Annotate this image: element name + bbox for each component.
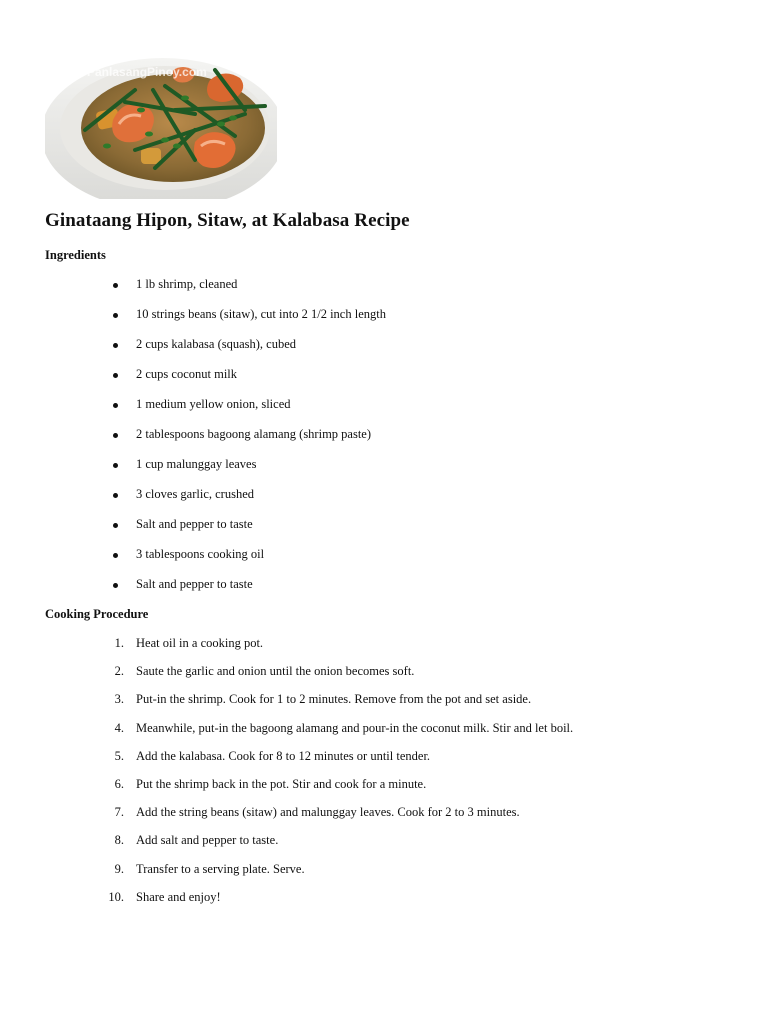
ingredient-text: 1 lb shrimp, cleaned: [136, 277, 238, 291]
ingredients-heading: Ingredients: [45, 248, 106, 262]
ingredient-item: [0, 427, 386, 457]
step-number: 1.: [114, 636, 124, 650]
ingredient-text: 1 medium yellow onion, sliced: [136, 397, 291, 411]
step-number: 3.: [114, 692, 124, 707]
ingredient-item: [0, 547, 386, 577]
procedure-step: [0, 721, 573, 749]
procedure-step: [0, 777, 573, 805]
ingredients-list: [0, 277, 386, 607]
procedure-step: [0, 664, 573, 692]
ingredient-text: Salt and pepper to taste: [136, 517, 253, 531]
step-text: Add salt and pepper to taste.: [136, 833, 279, 848]
procedure-step: [0, 692, 573, 720]
procedure-heading: Cooking Procedure: [45, 607, 149, 621]
bullet-icon: [113, 313, 118, 318]
ingredient-item: [0, 487, 386, 517]
ingredient-item: [0, 337, 386, 367]
svg-text:PanlasangPinoy.com: PanlasangPinoy.com: [87, 65, 207, 79]
procedure-list: [0, 636, 573, 918]
step-text: Add the string beans (sitaw) and malunggay leaves. Cook for 2 to 3 minutes.: [136, 805, 520, 820]
step-text: Saute the garlic and onion until the onion becomes soft.: [136, 664, 415, 679]
bullet-icon: [113, 343, 118, 348]
ingredient-text: 2 cups kalabasa (squash), cubed: [136, 337, 297, 351]
step-text: Transfer to a serving plate. Serve.: [136, 861, 305, 876]
ingredient-text: 2 cups coconut milk: [136, 367, 238, 381]
recipe-photo: [45, 50, 277, 199]
step-number: 8.: [114, 833, 124, 848]
bullet-icon: [113, 583, 118, 588]
ingredient-item: [0, 397, 386, 427]
ingredient-text: 10 strings beans (sitaw), cut into 2 1/2 inch length: [136, 307, 386, 321]
ingredient-item: [0, 367, 386, 397]
ingredient-text: 1 cup malunggay leaves: [136, 457, 257, 471]
step-number: 9.: [114, 861, 124, 876]
ingredient-text: 2 tablespoons bagoong alamang (shrimp paste): [136, 427, 372, 441]
step-number: 2.: [114, 664, 124, 679]
step-number: 6.: [114, 776, 124, 791]
step-text: Meanwhile, put-in the bagoong alamang and pour-in the coconut milk. Stir and let boil.: [136, 720, 574, 735]
bullet-icon: [113, 433, 118, 438]
procedure-step: [0, 862, 573, 890]
procedure-step: [0, 833, 573, 861]
ingredient-item: [0, 577, 386, 607]
procedure-step: [0, 749, 573, 777]
ingredient-text: 3 cloves garlic, crushed: [136, 487, 255, 501]
recipe-title: Ginataang Hipon, Sitaw, at Kalabasa Recipe: [45, 210, 410, 231]
ingredient-text: 3 tablespoons cooking oil: [136, 547, 265, 561]
ingredient-item: [0, 277, 386, 307]
bullet-icon: [113, 463, 118, 468]
procedure-step: [0, 890, 573, 918]
bullet-icon: [113, 403, 118, 408]
step-number: 10.: [108, 889, 124, 904]
bullet-icon: [113, 493, 118, 498]
ingredient-item: [0, 307, 386, 337]
ingredient-item: [0, 517, 386, 547]
step-text: Add the kalabasa. Cook for 8 to 12 minutes or until tender.: [136, 748, 431, 763]
step-text: Put the shrimp back in the pot. Stir and cook for a minute.: [136, 776, 427, 791]
step-text: Share and enjoy!: [136, 889, 221, 904]
bullet-icon: [113, 553, 118, 558]
bullet-icon: [113, 523, 118, 528]
step-text: Put-in the shrimp. Cook for 1 to 2 minutes. Remove from the pot and set aside.: [136, 692, 532, 707]
bullet-icon: [113, 283, 118, 288]
step-text: Heat oil in a cooking pot.: [136, 636, 264, 650]
ingredient-item: [0, 457, 386, 487]
procedure-step: [0, 636, 573, 664]
step-number: 5.: [114, 748, 124, 763]
ingredient-text: Salt and pepper to taste: [136, 577, 253, 591]
bullet-icon: [113, 373, 118, 378]
step-number: 7.: [114, 805, 124, 820]
step-number: 4.: [114, 720, 124, 735]
procedure-step: [0, 805, 573, 833]
